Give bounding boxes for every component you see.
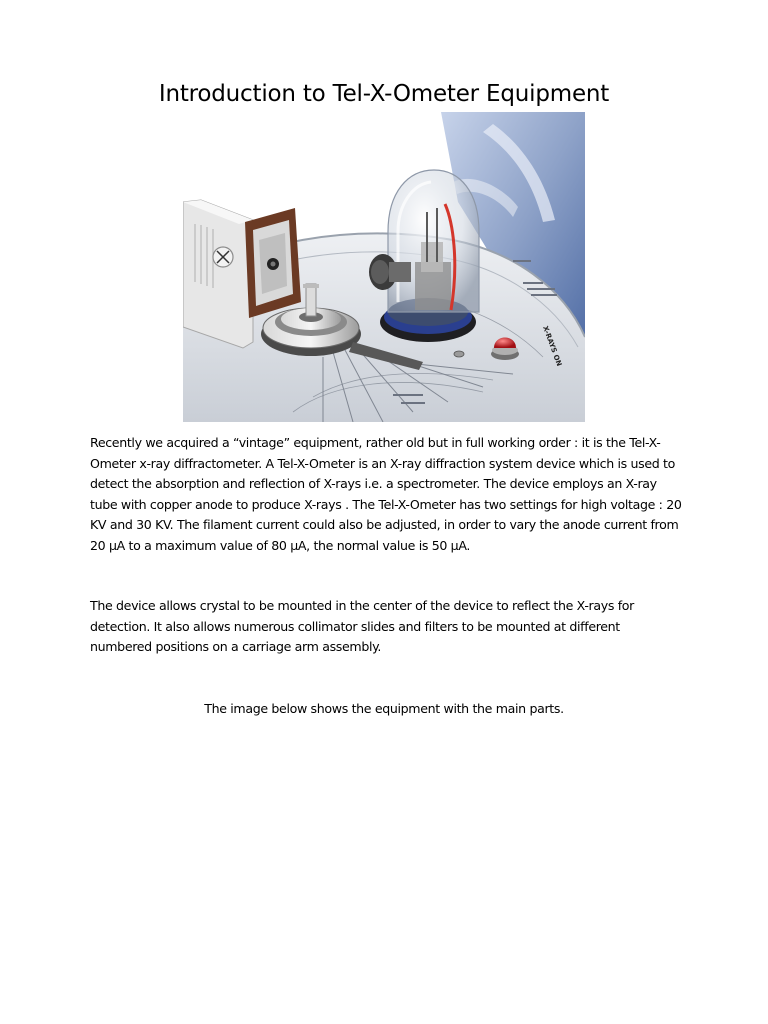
xrays-on-label: X-RAYS ON <box>541 324 564 368</box>
image-caption: The image below shows the equipment with the main parts. <box>204 701 564 716</box>
paragraph-mounting: The device allows crystal to be mounted in the center of the device to reflect the X-rays for detection. It also allows numerous collimator slides and filters to be mounted at different numbered positions on a carriage arm assembly. <box>90 598 634 655</box>
paragraph-intro: Recently we acquired a “vintage” equipment, rather old but in full working order : it is the Tel-X-Ometer x-ray diffractometer. A Tel-X-Ometer is an X-ray diffraction system device which is used to detect the absorption and reflection of X-rays i.e. a spectrometer. The device employs an X-ray tube with copper anode to produce X-rays . The Tel-X-Ometer has two settings for high voltage : 20 KV and 30 KV. The filament current could also be adjusted, in order to vary the anode current from 20 µA to a maximum value of 80 µA, the normal value is 50 µA. <box>90 435 682 553</box>
equipment-photo <box>183 112 585 422</box>
page-title: Introduction to Tel-X-Ometer Equipment <box>158 81 610 108</box>
